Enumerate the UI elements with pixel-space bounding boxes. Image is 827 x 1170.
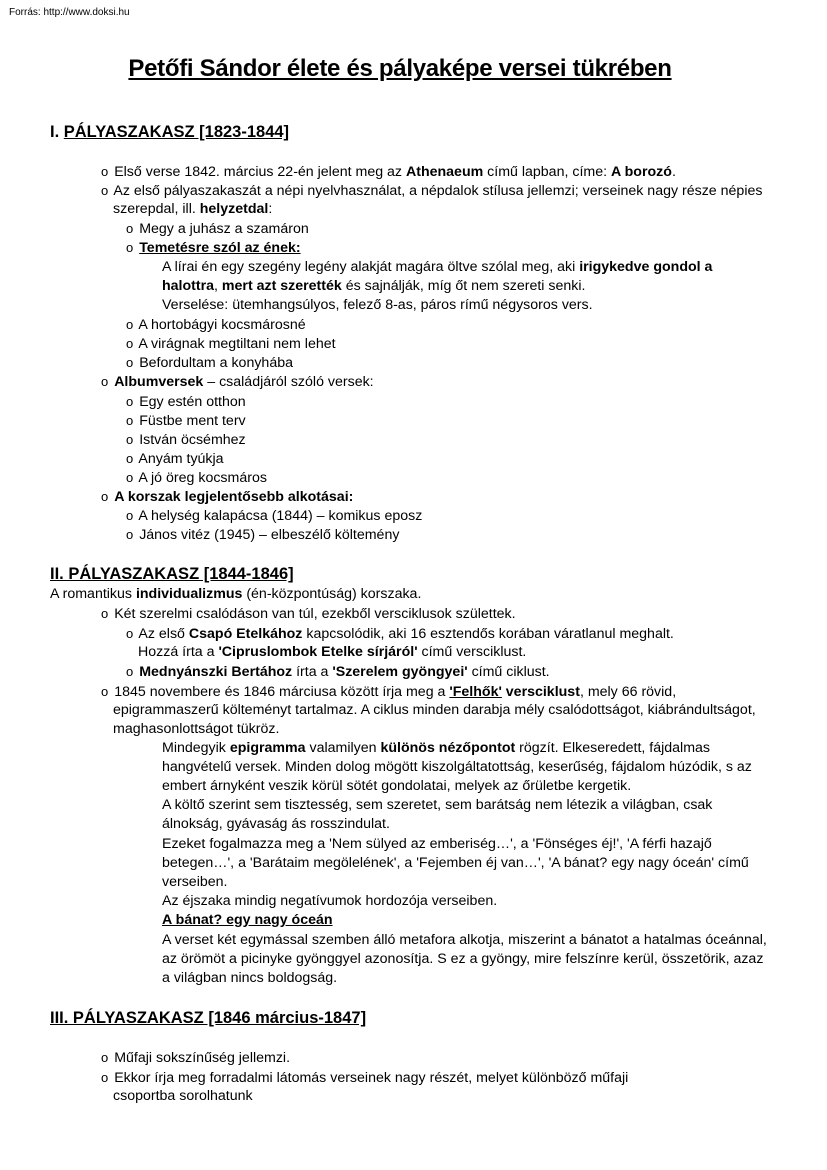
- bullet-icon: o: [101, 1070, 109, 1085]
- temetes-desc-line: halottra, mert azt szerették és sajnálják, míg őt nem szereti senki.: [162, 278, 586, 294]
- bullet-icon: o: [101, 606, 109, 621]
- list-item: o Egy estén otthon: [126, 394, 246, 410]
- list-item: o A hortobágyi kocsmárosné: [126, 317, 306, 333]
- poet-line: A költő szerint sem tisztesség, sem szeretet, sem barátság nem létezik a világban, csak: [162, 797, 713, 813]
- bullet-icon: o: [101, 684, 109, 699]
- list-item: o János vitéz (1945) – elbeszélő költemény: [126, 527, 400, 543]
- style-item: o Az első pályaszakaszát a népi nyelvhasználat, a népdalok stílusa jellemzi; verseinek nagy része népies: [101, 183, 763, 199]
- bullet-icon: o: [126, 527, 134, 542]
- titles-line: Ezeket fogalmazza meg a 'Nem sülyed az emberiség…', a 'Fönséges éj!', 'A férfi hazajő: [162, 836, 712, 852]
- s2-intro: A romantikus individualizmus (én-központúság) korszaka.: [50, 586, 422, 602]
- bullet-icon: o: [126, 221, 134, 236]
- bullet-icon: o: [126, 240, 134, 255]
- first-verse-item: o Első verse 1842. március 22-én jelent meg az Athenaeum című lapban, címe: A borozó.: [101, 164, 676, 180]
- bullet-icon: o: [126, 336, 134, 351]
- bullet-icon: o: [126, 413, 134, 428]
- temetes-desc-line: A lírai én egy szegény legény alakját magára öltve szólal meg, aki irigykedve gondol a: [162, 259, 713, 275]
- titles-line: verseiben.: [162, 874, 228, 890]
- epigram-line: Mindegyik epigramma valamilyen különös nézőpontot rögzít. Elkeseredett, fájdalmas: [162, 740, 710, 756]
- bullet-icon: o: [101, 183, 109, 198]
- page-title: Petőfi Sándor élete és pályaképe versei tükrében: [128, 55, 672, 82]
- list-item: o Megy a juhász a szamáron: [126, 221, 309, 237]
- section-2-heading: II. PÁLYASZAKASZ [1844-1846]: [50, 565, 294, 583]
- night-line: Az éjszaka mindig negatívumok hordozója verseiben.: [162, 893, 498, 909]
- bullet-icon: o: [126, 470, 134, 485]
- bullet-icon: o: [126, 432, 134, 447]
- bullet-icon: o: [126, 664, 134, 679]
- list-item: o Füstbe ment terv: [126, 413, 246, 429]
- poet-line: álnokság, gyávaság ás rosszindulat.: [162, 816, 390, 832]
- album-item: o Albumversek – családjáról szóló versek:: [101, 374, 374, 390]
- revolution-item-cont: csoportba sorolhatunk: [113, 1088, 253, 1104]
- bullet-icon: o: [126, 317, 134, 332]
- bullet-icon: o: [126, 451, 134, 466]
- bullet-icon: o: [126, 355, 134, 370]
- section-3-heading: III. PÁLYASZAKASZ [1846 március-1847]: [50, 1009, 367, 1027]
- style-item-cont: szerepdal, ill. helyzetdal:: [113, 201, 273, 217]
- epigram-line: embert árnyként veszik körül sötét gondolatai, melyek az őrületbe kergetik.: [162, 778, 632, 794]
- major-works-item: o A korszak legjelentősebb alkotásai:: [101, 489, 354, 505]
- felhok-item-cont: maghasonlottságot tükröz.: [113, 721, 280, 737]
- genre-item: o Műfaji sokszínűség jellemzi.: [101, 1050, 291, 1066]
- list-item: o A jó öreg kocsmáros: [126, 470, 267, 486]
- list-item: o A helység kalapácsa (1844) – komikus eposz: [126, 508, 423, 524]
- revolution-item: o Ekkor írja meg forradalmi látomás verseinek nagy részét, melyet különböző műfaji: [101, 1070, 629, 1086]
- list-item: o A virágnak megtiltani nem lehet: [126, 336, 336, 352]
- poem-line: az örömöt a picinyke gyönggyel azonosítja. S ez a gyöngy, mire felszínre kerül, összetörik, azaz: [162, 951, 764, 967]
- source-label: Forrás: http://www.doksi.hu: [9, 7, 130, 18]
- poem-title: A bánat? egy nagy óceán: [162, 912, 333, 928]
- bullet-icon: o: [101, 164, 109, 179]
- poem-line: a világban nincs boldogság.: [162, 970, 338, 986]
- section-1-heading: I. PÁLYASZAKASZ [1823-1844]: [50, 123, 290, 141]
- etelke-item: o Az első Csapó Etelkához kapcsolódik, aki 16 esztendős korában váratlanul meghalt.: [126, 626, 674, 642]
- list-item: o István öcsémhez: [126, 432, 246, 448]
- epigram-line: hangvételű versek. Minden dolog mögött kiszolgáltatottság, keserűség, fájdalom húzódik, s az: [162, 759, 752, 775]
- loves-item: o Két szerelmi csalódáson van túl, ezekből versciklusok születtek.: [101, 606, 516, 622]
- bullet-icon: o: [126, 394, 134, 409]
- bullet-icon: o: [101, 374, 109, 389]
- bertha-item: o Mednyánszki Bertához írta a 'Szerelem gyöngyei' című ciklust.: [126, 664, 550, 680]
- felhok-item: o 1845 novembere és 1846 márciusa között írja meg a 'Felhők' versciklust, mely 66 rövid,: [101, 684, 677, 700]
- etelke-item-cont: Hozzá írta a 'Cipruslombok Etelke sírjáról' című versciklust.: [138, 644, 527, 660]
- list-item: o Befordultam a konyhába: [126, 355, 293, 371]
- temetes-meter: Verselése: ütemhangsúlyos, felező 8-as, páros rímű négysoros vers.: [162, 297, 593, 313]
- list-item: o Temetésre szól az ének:: [126, 240, 301, 256]
- bullet-icon: o: [126, 626, 134, 641]
- felhok-item-cont: epigrammaszerű költeményt tartalmaz. A ciklus minden darabja mély csalódottságot, kiábrándultságot,: [113, 702, 756, 718]
- list-item: o Anyám tyúkja: [126, 451, 224, 467]
- titles-line: betegen…', a 'Barátaim megölelének', a 'Fejemben éj van…', 'A bánat? egy nagy óceán' című: [162, 855, 749, 871]
- bullet-icon: o: [101, 489, 109, 504]
- bullet-icon: o: [101, 1050, 109, 1065]
- bullet-icon: o: [126, 508, 134, 523]
- poem-line: A verset két egymással szemben álló metafora alkotja, miszerint a bánatot a hatalmas óceánnal,: [162, 932, 767, 948]
